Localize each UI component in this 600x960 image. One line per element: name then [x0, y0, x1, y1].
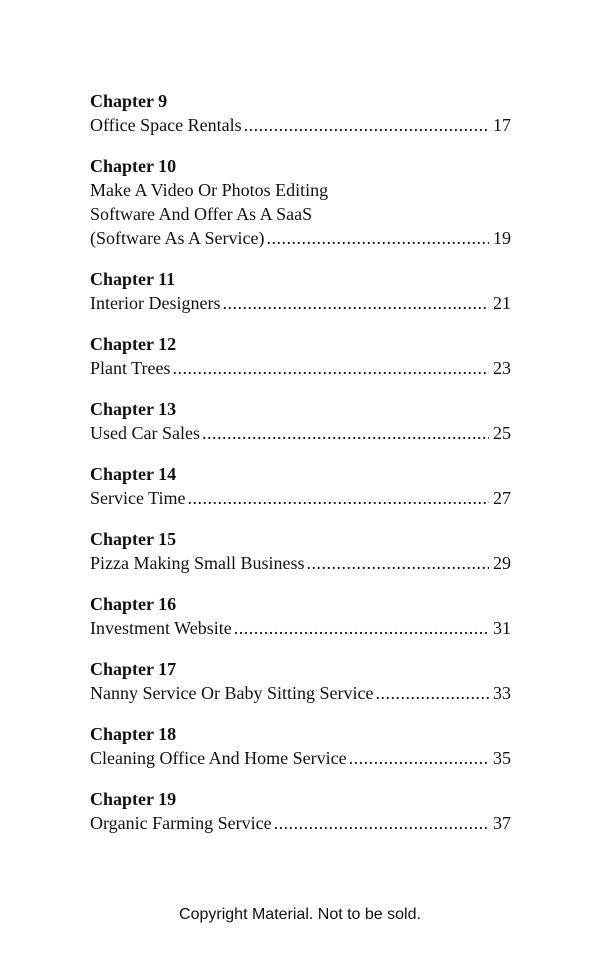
dot-leader [307, 551, 490, 575]
page-number: 33 [493, 683, 511, 703]
dot-leader [188, 486, 489, 510]
page-number: 17 [493, 115, 511, 135]
chapter-title: Organic Farming Service [90, 813, 272, 833]
chapter-title: Office Space Rentals [90, 115, 242, 135]
chapter-heading: Chapter 19 [90, 789, 177, 809]
toc-entry-chapter-13 [90, 397, 511, 445]
toc-entry-chapter-14 [90, 462, 511, 510]
chapter-title: Investment Website [90, 618, 232, 638]
page-number: 31 [493, 618, 511, 638]
chapter-heading: Chapter 17 [90, 659, 177, 679]
dot-leader [173, 356, 489, 380]
chapter-heading: Chapter 10 [90, 156, 177, 176]
chapter-title-line: Software And Offer As A SaaS [90, 204, 313, 224]
toc-entry-chapter-10 [90, 154, 511, 250]
dot-leader [349, 746, 489, 770]
page-number: 27 [493, 488, 511, 508]
toc-title-line[interactable] [90, 226, 511, 250]
toc-title-line[interactable] [90, 811, 511, 835]
dot-leader [274, 811, 489, 835]
page-number: 35 [493, 748, 511, 768]
toc-title-line[interactable] [90, 356, 511, 380]
dot-leader [375, 681, 489, 705]
chapter-title: Nanny Service Or Baby Sitting Service [90, 683, 374, 703]
page-number: 21 [493, 293, 511, 313]
dot-leader [244, 113, 489, 137]
chapter-title: Plant Trees [90, 358, 171, 378]
page-number: 19 [493, 228, 511, 248]
toc-entry-chapter-9 [90, 89, 511, 137]
dot-leader [234, 616, 489, 640]
toc-title-line[interactable] [90, 486, 511, 510]
toc-title-line[interactable] [90, 421, 511, 445]
dot-leader [222, 291, 489, 315]
table-of-contents [90, 89, 511, 852]
toc-entry-chapter-16 [90, 592, 511, 640]
chapter-title: Service Time [90, 488, 186, 508]
chapter-heading: Chapter 11 [90, 269, 176, 289]
chapter-title: Cleaning Office And Home Service [90, 748, 347, 768]
toc-entry-chapter-12 [90, 332, 511, 380]
chapter-title: Pizza Making Small Business [90, 553, 305, 573]
chapter-title: (Software As A Service) [90, 228, 265, 248]
toc-title-line[interactable] [90, 113, 511, 137]
toc-entry-chapter-11 [90, 267, 511, 315]
toc-title-line[interactable] [90, 291, 511, 315]
toc-entry-chapter-19 [90, 787, 511, 835]
page-number: 23 [493, 358, 511, 378]
page-number: 37 [493, 813, 511, 833]
chapter-heading: Chapter 16 [90, 594, 177, 614]
copyright-footer: Copyright Material. Not to be sold. [179, 906, 421, 923]
chapter-heading: Chapter 15 [90, 529, 177, 549]
toc-title-line[interactable] [90, 746, 511, 770]
chapter-title: Interior Designers [90, 293, 221, 313]
chapter-heading: Chapter 18 [90, 724, 177, 744]
chapter-title-line: Make A Video Or Photos Editing [90, 180, 329, 200]
toc-entry-chapter-18 [90, 722, 511, 770]
toc-title-line[interactable] [90, 551, 511, 575]
page-number: 29 [493, 553, 511, 573]
page-number: 25 [493, 423, 511, 443]
dot-leader [202, 421, 489, 445]
toc-entry-chapter-15 [90, 527, 511, 575]
chapter-title: Used Car Sales [90, 423, 200, 443]
dot-leader [266, 226, 489, 250]
chapter-heading: Chapter 12 [90, 334, 177, 354]
toc-entry-chapter-17 [90, 657, 511, 705]
chapter-heading: Chapter 9 [90, 91, 168, 111]
chapter-heading: Chapter 14 [90, 464, 177, 484]
toc-title-line[interactable] [90, 616, 511, 640]
chapter-heading: Chapter 13 [90, 399, 177, 419]
toc-title-line[interactable] [90, 681, 511, 705]
